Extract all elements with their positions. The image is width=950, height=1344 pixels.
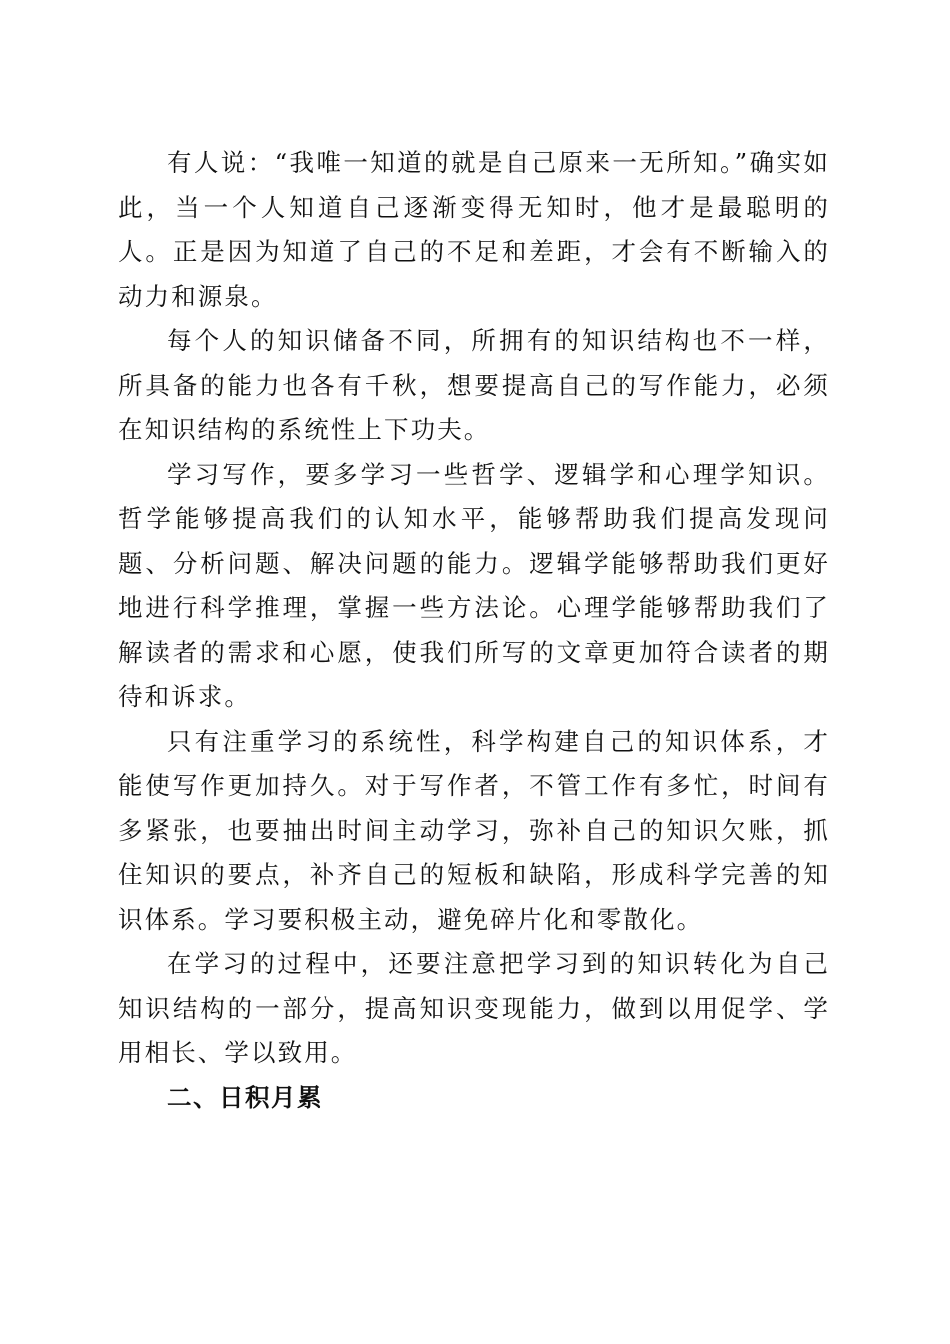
paragraph-2: 每个人的知识储备不同，所拥有的知识结构也不一样，所具备的能力也各有千秋，想要提高自己的写作能力，必须在知识结构的系统性上下功夫。 xyxy=(118,326,830,444)
paragraph-3: 学习写作，要多学习一些哲学、逻辑学和心理学知识。哲学能够提高我们的认知水平，能够帮助我们提高发现问题、分析问题、解决问题的能力。逻辑学能够帮助我们更好地进行科学推理，掌握一些方法论。心理学能够帮助我们了解读者的需求和心愿，使我们所写的文章更加符合读者的期待和诉求。 xyxy=(118,459,830,711)
paragraph-1: 有人说：“我唯一知道的就是自己原来一无所知。”确实如此，当一个人知道自己逐渐变得无知时，他才是最聪明的人。正是因为知道了自己的不足和差距，才会有不断输入的动力和源泉。 xyxy=(118,148,830,311)
section-heading: 二、日积月累 xyxy=(167,1082,323,1112)
document-body xyxy=(118,141,830,1120)
paragraph-5: 在学习的过程中，还要注意把学习到的知识转化为自己知识结构的一部分，提高知识变现能力，做到以用促学、学用相长、学以致用。 xyxy=(118,949,830,1067)
paragraph-4: 只有注重学习的系统性，科学构建自己的知识体系，才能使写作更加持久。对于写作者，不管工作有多忙，时间有多紧张，也要抽出时间主动学习，弥补自己的知识欠账，抓住知识的要点，补齐自己的短板和缺陷，形成科学完善的知识体系。学习要积极主动，避免碎片化和零散化。 xyxy=(118,726,830,934)
